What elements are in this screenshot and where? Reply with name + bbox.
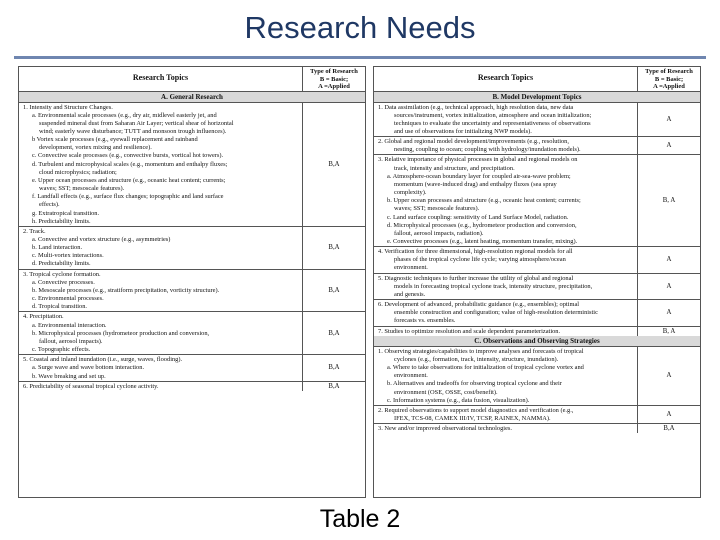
topic-line: cloud microphysics; radiation;	[39, 168, 117, 176]
research-type-cell: A	[637, 137, 700, 154]
topic-line: c. Information systems (e.g., data fusion, visualization).	[387, 396, 530, 404]
topic-line: d. Tropical transition.	[32, 303, 88, 311]
topic-line: and use of observations for initializing NWP models).	[394, 127, 532, 135]
table-row	[19, 312, 365, 355]
research-table-left	[18, 66, 366, 498]
topic-line: sources/instrument, vortex initialization, atmosphere and ocean initialization;	[394, 111, 592, 119]
topic-line: 6. Predictability of seasonal tropical cyclone activity.	[23, 382, 159, 390]
section-heading: B. Model Development Topics	[374, 92, 700, 103]
topic-line: a. Convective and vortex structure (e.g., asymmetries)	[32, 236, 171, 243]
topic-line: b. Microphysical processes (hydrometeor production and conversion,	[32, 329, 210, 337]
topic-line: techniques to evaluate the uncertainty and representativeness of observations	[394, 119, 591, 127]
research-table-right	[373, 66, 701, 498]
topic-line: d. Microphysical processes (e.g., hydrometeor production and conversion,	[387, 221, 577, 229]
topic-line: c. Land surface coupling: sensitivity of Land Surface Model, radiation.	[387, 213, 569, 221]
topic-line: environment.	[394, 372, 428, 380]
topic-line: 5. Coastal and inland inundation (i.e., surge, waves, flooding).	[23, 356, 183, 364]
topic-line: complexity).	[394, 189, 427, 197]
topic-line: forecasts vs. ensembles.	[394, 317, 456, 325]
topic-line: b. Upper ocean processes and structure (e.g., oceanic heat content; currents;	[387, 197, 581, 205]
table-body	[374, 92, 700, 434]
table-row	[19, 355, 365, 381]
topic-cell	[374, 274, 637, 299]
topic-line: a. Atmosphere-ocean boundary layer for coupled air-sea-wave problem;	[387, 172, 571, 180]
topic-line: g. Extratropical transition.	[32, 209, 100, 217]
research-type-cell: B,A	[302, 355, 365, 380]
topic-line: a. Where to take observations for initialization of tropical cyclone vortex and	[387, 364, 584, 372]
topic-cell	[374, 155, 637, 246]
topic-line: effects).	[39, 201, 60, 209]
topic-line: 4. Verification for three dimensional, high-resolution regional models for all	[378, 248, 573, 256]
topic-line: 5. Diagnostic techniques to further increase the utility of global and regional	[378, 274, 574, 282]
topic-line: b. Land interaction.	[32, 244, 83, 252]
topic-line: a. Surge wave and wave bottom interaction.	[32, 364, 145, 372]
topic-cell	[374, 327, 637, 336]
topic-line: 1. Observing strategies/capabilities to improve analyses and forecasts of tropical	[378, 347, 584, 355]
topic-line: and genesis.	[394, 290, 426, 298]
topic-line: track, intensity and structure, and precipitation.	[394, 164, 515, 172]
topic-line: a. Environmental interaction.	[32, 321, 107, 329]
research-type-cell: B,A	[637, 424, 700, 433]
topic-line: b Vortex scale processes (e.g., eyewall replacement and rainband	[32, 136, 198, 144]
table-row	[19, 270, 365, 313]
topic-line: a. Environmental scale processes (e.g., dry air, midlevel easterly jet, and	[32, 111, 217, 119]
topic-line: b. Alternatives and tradeoffs for observing tropical cyclone and their	[387, 380, 562, 388]
topic-line: 7. Studies to optimize resolution and scale dependent parameterization.	[378, 327, 561, 335]
table-row	[374, 406, 700, 424]
research-type-cell: A	[637, 247, 700, 272]
topic-line: phases of the tropical cyclone life cycle; varying atmosphere/ocean	[394, 256, 566, 264]
research-type-cell: A	[637, 103, 700, 137]
topic-line: fallout, aerosol impacts).	[39, 337, 103, 345]
topic-line: 3. Relative importance of physical processes in global and regional models on	[378, 156, 578, 164]
topic-cell	[374, 103, 637, 137]
topic-cell	[374, 424, 637, 433]
section-rows	[374, 347, 700, 434]
topic-cell	[374, 406, 637, 423]
topic-line: b. Wave breaking and set up.	[32, 372, 106, 380]
topic-line: 1. Intensity and Structure Changes.	[23, 103, 113, 111]
header-research-topics: Research Topics	[477, 73, 534, 82]
topic-line: 3. New and/or improved observational technologies.	[378, 425, 512, 433]
topic-line: b. Mesoscale processes (e.g., stratiform precipitation, vorticity structure).	[32, 286, 220, 294]
topic-line: 1. Data assimilation (e.g., technical approach, high resolution data, new data	[378, 103, 574, 111]
section-heading: A. General Research	[19, 92, 365, 103]
topic-line: h. Predictability limits.	[32, 217, 91, 225]
topic-cell	[19, 103, 302, 226]
topic-line: nesting, coupling to ocean; coupling with hydrology/inundation models).	[394, 146, 581, 154]
research-type-cell: A	[637, 347, 700, 405]
topic-line: 3. Tropical cyclone formation.	[23, 270, 101, 278]
topic-cell	[19, 355, 302, 380]
research-type-cell: B, A	[637, 327, 700, 336]
topic-line: 4. Precipitation.	[23, 313, 64, 321]
table-row	[374, 327, 700, 336]
topic-cell	[19, 227, 302, 269]
topic-line: 2. Required observations to support model diagnostics and verification (e.g.,	[378, 406, 574, 414]
topic-line: c. Multi-vortex interactions.	[32, 252, 104, 260]
research-type-cell: A	[637, 300, 700, 325]
topic-line: c. Topographic effects.	[32, 346, 91, 354]
table-header	[374, 67, 700, 92]
topic-line: c. Environmental processes.	[32, 295, 104, 303]
table-caption: Table 2	[319, 505, 401, 533]
topic-line: fallout, aerosol impacts, radiation).	[394, 229, 484, 237]
topic-line: momentum (wave-induced drag) and enthalpy fluxes (sea spray	[394, 180, 557, 188]
topic-cell	[19, 312, 302, 354]
research-type-cell: B,A	[302, 312, 365, 354]
topic-line: d. Predictability limits.	[32, 260, 91, 268]
topic-line: environment (OSE, OSSE, cost/benefit).	[394, 388, 498, 396]
table-row	[19, 103, 365, 227]
topic-line: cyclones (e.g., formation, track, intensity, structure, inundation).	[394, 355, 559, 363]
research-type-cell: B,A	[302, 103, 365, 226]
topic-line: 6. Development of advanced, probabilistic guidance (e.g., ensembles); optimal	[378, 301, 580, 309]
slide-title: Research Needs	[244, 10, 476, 45]
topic-line: d. Turbulent and microphysical scales (e.g., momentum and enthalpy fluxes;	[32, 160, 228, 168]
research-type-cell: A	[637, 406, 700, 423]
research-type-cell: A	[637, 274, 700, 299]
research-type-cell: B,A	[302, 227, 365, 269]
topic-cell	[19, 382, 302, 391]
research-type-cell: B,A	[302, 270, 365, 312]
topic-cell	[374, 137, 637, 154]
table-row	[374, 155, 700, 247]
topic-line: development, vortex mixing and resilience).	[39, 144, 152, 152]
section-heading: C. Observations and Observing Strategies	[374, 336, 700, 347]
table-row	[374, 274, 700, 300]
research-type-cell: B, A	[637, 155, 700, 246]
table-row	[374, 424, 700, 433]
topic-line: c. Convective scale processes (e.g., convective bursts, vortical hot towers).	[32, 152, 224, 160]
topic-line: models in forecasting tropical cyclone track, intensity structure, precipitation,	[394, 282, 593, 290]
table-row	[19, 227, 365, 270]
topic-line: e. Upper ocean processes and structure (e.g., oceanic heat content; currents;	[32, 176, 226, 184]
title-divider	[14, 56, 706, 59]
research-type-cell: B,A	[302, 382, 365, 391]
topic-line: e. Convective processes (e.g., latent heating, momentum transfer, mixing).	[387, 238, 578, 245]
table-row	[374, 103, 700, 138]
topic-line: 2. Track.	[23, 227, 46, 235]
topic-line: waves; SST; mesoscale features).	[394, 205, 480, 213]
topic-line: a. Convective processes.	[32, 278, 95, 286]
topic-line: 2. Global and regional model development/improvements (e.g., resolution,	[378, 138, 569, 146]
topic-cell	[19, 270, 302, 312]
topic-cell	[374, 347, 637, 405]
table-row	[374, 247, 700, 273]
topic-line: ensemble construction and configuration; value of high-resolution deterministic	[394, 309, 598, 317]
header-type-of-research: Type of Research B = Basic; A =Applied	[637, 67, 700, 91]
table-row	[19, 382, 365, 391]
topic-line: environment.	[394, 264, 428, 272]
topic-line: suspended mineral dust from Saharan Air Layer; vertical shear of horizontal	[39, 119, 234, 127]
topic-cell	[374, 247, 637, 272]
table-row	[374, 347, 700, 406]
topic-line: IFEX, TCS-08, CAMEX III/IV, TCSP, RAINEX, NAMMA).	[394, 414, 551, 422]
table-header	[19, 67, 365, 92]
table-row	[374, 137, 700, 155]
header-type-of-research: Type of Research B = Basic; A =Applied	[302, 67, 365, 91]
topic-line: f. Landfall effects (e.g., surface flux changes; topographic and land surface	[32, 193, 224, 201]
table-row	[374, 300, 700, 326]
topic-cell	[374, 300, 637, 325]
header-research-topics: Research Topics	[132, 73, 189, 82]
topic-line: wind; easterly wave disturbance; TUTT and monsoon trough influences).	[39, 127, 227, 135]
section-rows	[374, 103, 700, 336]
topic-line: waves; SST; mesoscale features).	[39, 185, 125, 193]
table-body	[19, 103, 365, 391]
